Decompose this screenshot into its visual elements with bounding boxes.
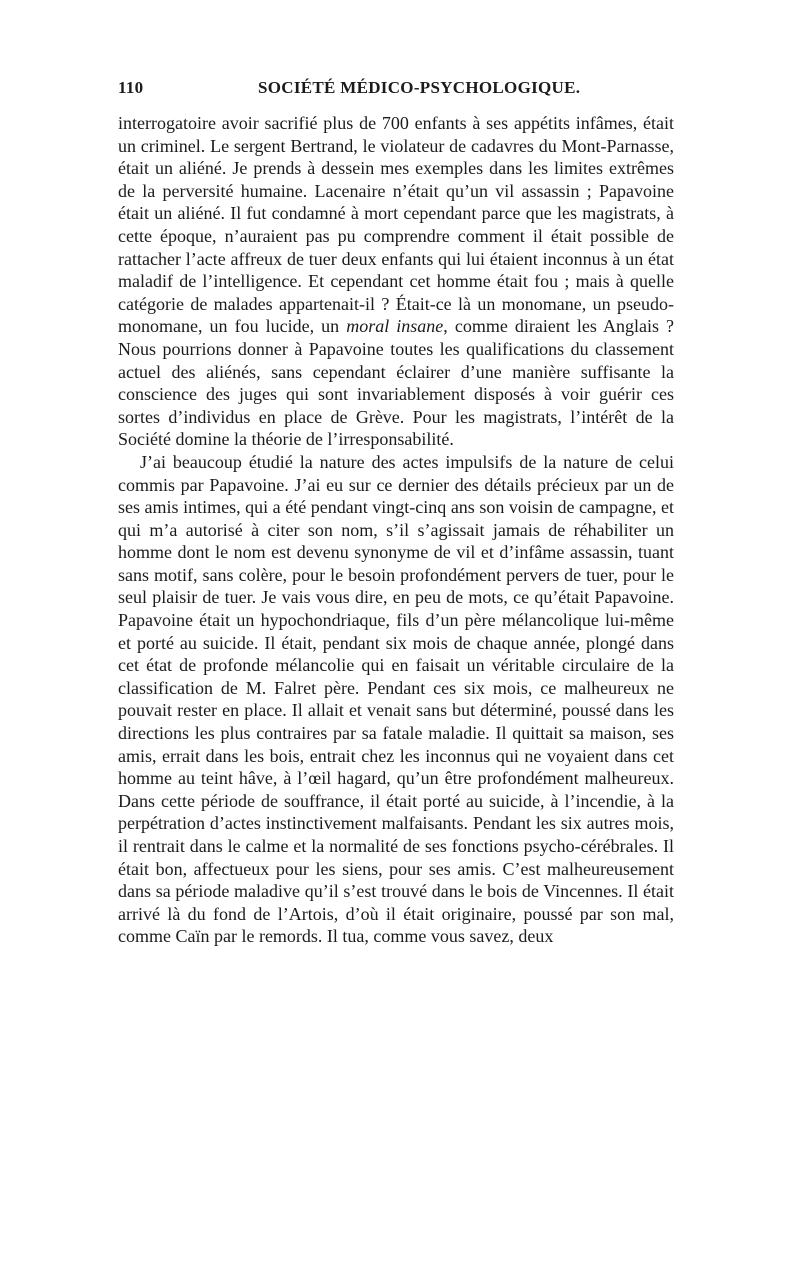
italic-phrase: moral insane <box>346 316 444 337</box>
running-head <box>118 78 674 108</box>
book-page <box>118 78 674 948</box>
paragraph-text: interrogatoire avoir sacrifié plus de 700 enfants à ses appétits infâmes, était un criminel. Le sergent Bertrand, le violateur de cadavres du Mont-Parnasse, était un aliéné. Je prends à dessein mes exemples dans les limites extrêmes de la perversité humaine. Lacenaire n’était qu’un vil assassin ; Papavoine était un aliéné. Il fut condamné à mort cependant parce que les magistrats, à cette époque, n’auraient pas pu comprendre comment il était possible de rattacher l’acte affreux de tuer deux enfants qui lui étaient inconnus à un état maladif de l’intelligence. Et cependant cet homme était fou ; mais à quelle catégorie de malades appartenait-il ? Était-ce là un monomane, un pseudo-monomane, un fou lucide, un <box>118 113 674 337</box>
page-number: 110 <box>118 78 144 97</box>
body-text <box>118 112 674 948</box>
paragraph-text: , comme diraient les Anglais ? Nous pourrions donner à Papavoine toutes les qualifications du classement actuel des aliénés, sans cependant éclairer d’une manière suffisante la conscience des juges qui sont invariablement disposés à voir guérir ces sortes d’individus en place de Grève. Pour les magistrats, l’intérêt de la Société domine la théorie de l’irresponsabilité. <box>118 316 674 450</box>
paragraph: J’ai beaucoup étudié la nature des actes impulsifs de la nature de celui commis par Papavoine. J’ai eu sur ce dernier des détails précieux par un de ses amis intimes, qui a été pendant vingt-cinq ans son voisin de campagne, et qui m’a autorisé à citer son nom, s’il s’agissait jamais de réhabiliter un homme dont le nom est devenu synonyme de vil et d’infâme assassin, tuant sans motif, sans colère, pour le besoin profondément pervers de tuer, pour le seul plaisir de tuer. Je vais vous dire, en peu de mots, ce qu’était Papavoine. Papavoine était un hypochondriaque, fils d’un père mélancolique lui-même et porté au suicide. Il était, pendant six mois de chaque année, plongé dans cet état de profonde mélancolie qui en faisait un véritable circulaire de la classification de M. Falret père. Pendant ces six mois, ce malheureux ne pouvait rester en place. Il allait et venait sans but déterminé, poussé dans les directions les plus contraires par sa fatale maladie. Il quittait sa maison, ses amis, errait dans les bois, entrait chez les inconnus qui ne voyaient dans cet homme au teint hâve, à l’œil hagard, qu’un être profondément malheureux. Dans cette période de souffrance, il était porté au suicide, à l’incendie, à la perpétration d’actes instinctivement malfaisants. Pendant les six autres mois, il rentrait dans le calme et la normalité de ses fonctions psycho-cérébrales. Il était bon, affectueux pour les siens, pour ses amis. C’est malheureusement dans sa période maladive qu’il s’est trouvé dans le bois de Vincennes. Il était arrivé là du fond de l’Artois, d’où il était originaire, poussé par son mal, comme Caïn par le remords. Il tua, comme vous savez, deux <box>118 451 674 947</box>
paragraph-continuation <box>118 112 674 451</box>
running-head-title: SOCIÉTÉ MÉDICO-PSYCHOLOGIQUE. <box>258 78 581 97</box>
